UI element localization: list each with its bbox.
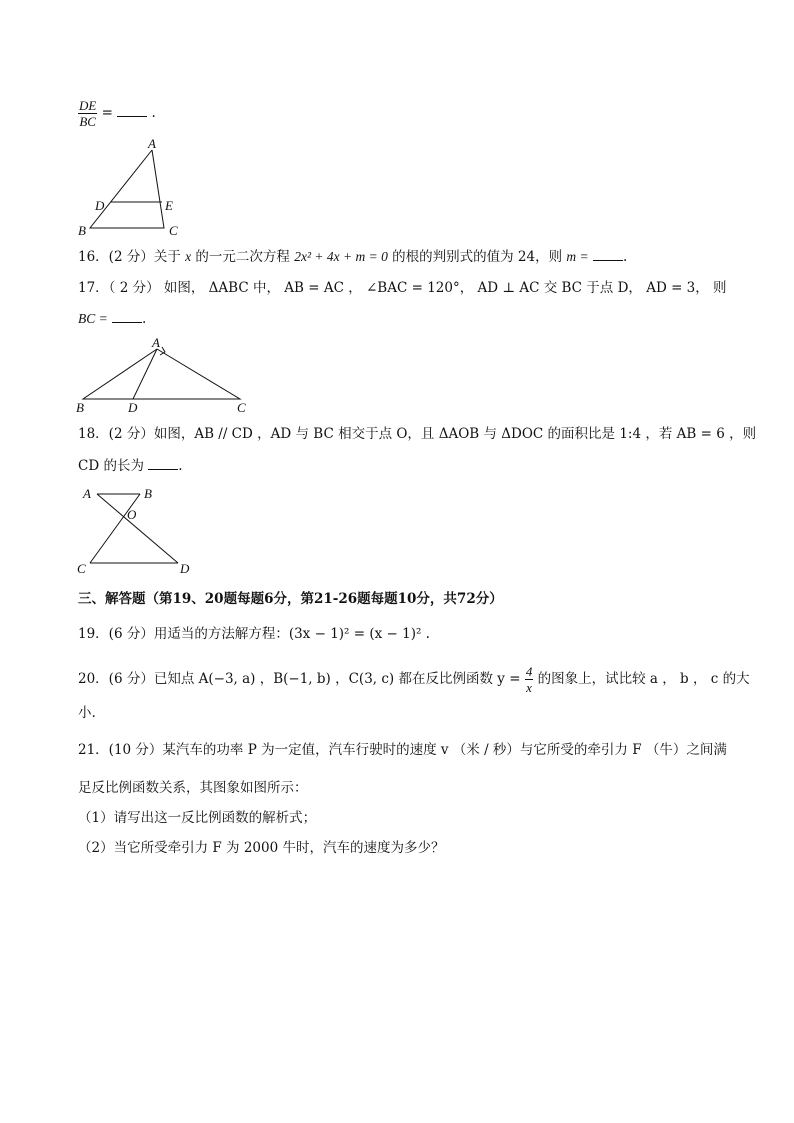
q15-label-a: A [148, 136, 156, 151]
q20-text-a: 20．(6 分）已知点 A(−3, a) ，B(−1, b) ，C(3, c) 都在反比例函数 y = [78, 671, 521, 687]
q18-line1: 18．(2 分）如图，AB // CD ，AD 与 BC 相交于点 O，且 ΔAOB 与 ΔDOC 的面积比是 1:4 ，若 AB = 6 ，则 [78, 426, 757, 442]
q18-label-b: B [144, 486, 152, 501]
q20-frac-denominator: x [526, 680, 532, 695]
q20-text-b: 的图象上，试比较 a ， b ， c 的大 [537, 671, 750, 687]
q18-segment-bc [90, 494, 140, 563]
q17-period: . [142, 311, 147, 327]
q16-m-eq: m = [566, 249, 589, 264]
q20-frac-numerator: 4 [525, 664, 533, 679]
q18-label-d: D [180, 561, 190, 576]
q20-line2: 小. [78, 705, 96, 721]
q16-var-x: x [185, 249, 192, 264]
q21-line2: 足反比例函数关系，其图象如图所示： [78, 780, 308, 796]
q18-text-a: CD 的长为 [78, 458, 149, 474]
q17-label-c: C [237, 400, 246, 415]
q17-label-b: B [76, 400, 84, 415]
q15-label-b: B [78, 223, 86, 238]
q17-label-d: D [128, 400, 138, 415]
q16-period: . [622, 249, 628, 265]
q18-label-a: A [83, 486, 91, 501]
q21-sub1: （1）请写出这一反比例函数的解析式； [78, 810, 317, 826]
q21-line1: 21．(10 分）某汽车的功率 P 为一定值，汽车行驶时的速度 v （米 / 秒）与它所受的牵引力 F （牛）之间满 [78, 742, 727, 758]
q20-fraction [525, 664, 534, 695]
q20-line1 [78, 664, 750, 695]
q15-label-d: D [95, 198, 105, 213]
q17-bc-eq: BC = [78, 311, 108, 326]
q16-text-b: 的一元二次方程 [191, 249, 295, 265]
q15-label-c: C [169, 223, 178, 238]
q18-period: . [178, 458, 183, 474]
q18-label-c: C [77, 561, 86, 576]
q19-line: 19．(6 分）用适当的方法解方程：(3x − 1)² = (x − 1)² . [78, 626, 430, 642]
q16-equation: 2x² + 4x + m = 0 [294, 249, 388, 264]
q16-text-c: 的根的判别式的值为 24，则 [387, 249, 567, 265]
q21-sub2: （2）当它所受牵引力 F 为 2000 牛时，汽车的速度为多少？ [78, 840, 445, 856]
q15-label-e: E [165, 198, 173, 213]
q17-line1: 17．（ 2 分） 如图， ΔABC 中， AB = AC ， ∠BAC = 120°， AD ⊥ AC 交 BC 于点 D， AD = 3， 则 [78, 280, 727, 296]
q15-period: . [151, 105, 156, 121]
q16-text-a: 16．(2 分）关于 [78, 249, 186, 265]
q15-frac-numerator: DE [79, 98, 97, 113]
section3-heading: 三、解答题（第19、20题每题6分，第21-26题每题10分，共72分） [78, 591, 503, 607]
q15-frac-denominator: BC [79, 114, 96, 129]
q15-equals: = [101, 105, 113, 121]
q18-segment-ad [97, 494, 178, 563]
q17-label-a: A [152, 335, 160, 350]
q18-label-o: O [127, 507, 137, 522]
